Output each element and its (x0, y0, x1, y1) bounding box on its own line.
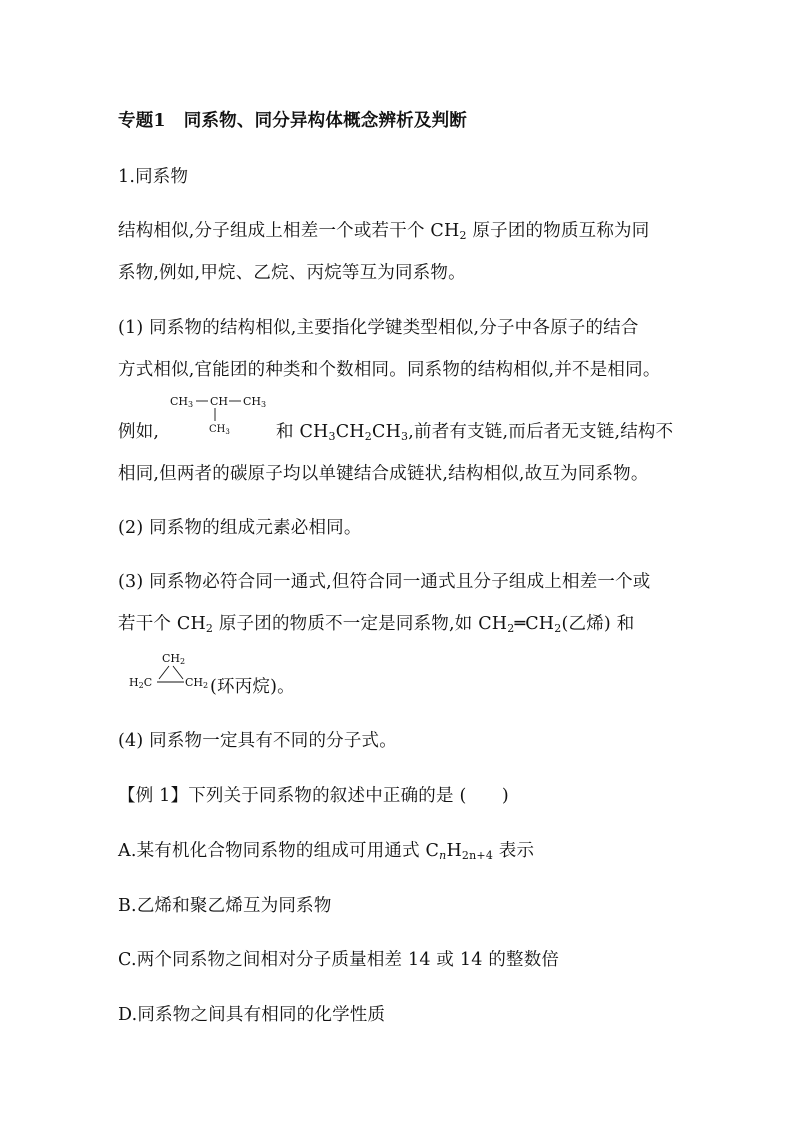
text-run: 原子团的物质不一定是同系物,如 CH (213, 614, 508, 634)
subscript: 2 (364, 430, 372, 443)
struct-mid-ch: CH (210, 395, 229, 408)
point1-line-2: 方式相似,官能团的种类和个数相同。同系物的结构相似,并不是相同。 (118, 360, 661, 380)
topic-number: 专题1 (118, 111, 166, 131)
option-b: B.乙烯和聚乙烯互为同系物 (118, 896, 332, 916)
subscript: 3 (328, 430, 336, 443)
subscript: 2 (554, 622, 562, 635)
option-a (118, 837, 534, 862)
text-run: (乙烯) 和 (561, 614, 635, 634)
point1-line-3 (118, 418, 159, 443)
point1-line-4: 相同,但两者的碳原子均以单键结合成链状,结构相似,故互为同系物。 (118, 464, 649, 484)
double-bond: ═ (514, 614, 526, 634)
text-run: H (446, 841, 462, 861)
subscript: 2 (459, 229, 467, 242)
topic-title-text: 同系物、同分异构体概念辨析及判断 (183, 111, 467, 131)
option-d: D.同系物之间具有相同的化学性质 (118, 1005, 386, 1025)
point4: (4) 同系物一定具有不同的分子式。 (118, 731, 397, 751)
text-run: ,前者有支链,而后者无支链,结构不 (408, 422, 674, 442)
struct-top-ch2: CH2 (162, 652, 186, 666)
cyclopropane-structure (128, 650, 210, 696)
definition-line-1 (118, 217, 649, 242)
struct-left-ch3: CH3 (170, 395, 194, 409)
point1-line-3-cont (276, 418, 673, 443)
subscript: n (439, 849, 447, 862)
struct-right-ch3: CH3 (243, 395, 267, 409)
definition-line-2: 系物,例如,甲烷、乙烷、丙烷等互为同系物。 (118, 263, 466, 283)
subscript: 2 (507, 622, 515, 635)
subscript: 3 (401, 430, 409, 443)
text-run: CH (335, 422, 365, 442)
text-run: 例如, (118, 422, 160, 442)
subscript: 2 (205, 622, 214, 635)
example-stem: 【例 1】下列关于同系物的叙述中正确的是 ( ) (118, 786, 509, 806)
struct-bottom-ch3: $CH_3$ (209, 424, 230, 436)
section-heading: 1.同系物 (118, 167, 189, 187)
point3-line-2 (118, 610, 634, 635)
text-run: 结构相似,分子组成上相差一个或若干个 CH (118, 221, 460, 241)
isobutane-structure (168, 392, 278, 442)
text-run: 表示 (493, 841, 535, 861)
text-run: A.某有机化合物同系物的组成可用通式 C (118, 841, 440, 861)
point3-line-3: (环丙烷)。 (210, 677, 295, 697)
option-c: C.两个同系物之间相对分子质量相差 14 或 14 的整数倍 (118, 950, 560, 970)
topic-title (118, 107, 467, 132)
subscript: 2n+4 (461, 849, 494, 862)
text-run: 若干个 CH (118, 614, 206, 634)
point2: (2) 同系物的组成元素必相同。 (118, 518, 362, 538)
text-run: 和 CH (276, 422, 329, 442)
text-run: CH (525, 614, 555, 634)
struct-right-ch2: CH2 (185, 676, 209, 690)
struct-left-h2c: H2C (129, 676, 153, 690)
text-run: CH (371, 422, 402, 442)
point3-line-1: (3) 同系物必符合同一通式,但符合同一通式且分子组成上相差一个或 (118, 572, 651, 592)
text-run: 原子团的物质互称为同 (466, 221, 650, 241)
point1-line-1: (1) 同系物的结构相似,主要指化学键类型相似,分子中各原子的结合 (118, 318, 639, 338)
